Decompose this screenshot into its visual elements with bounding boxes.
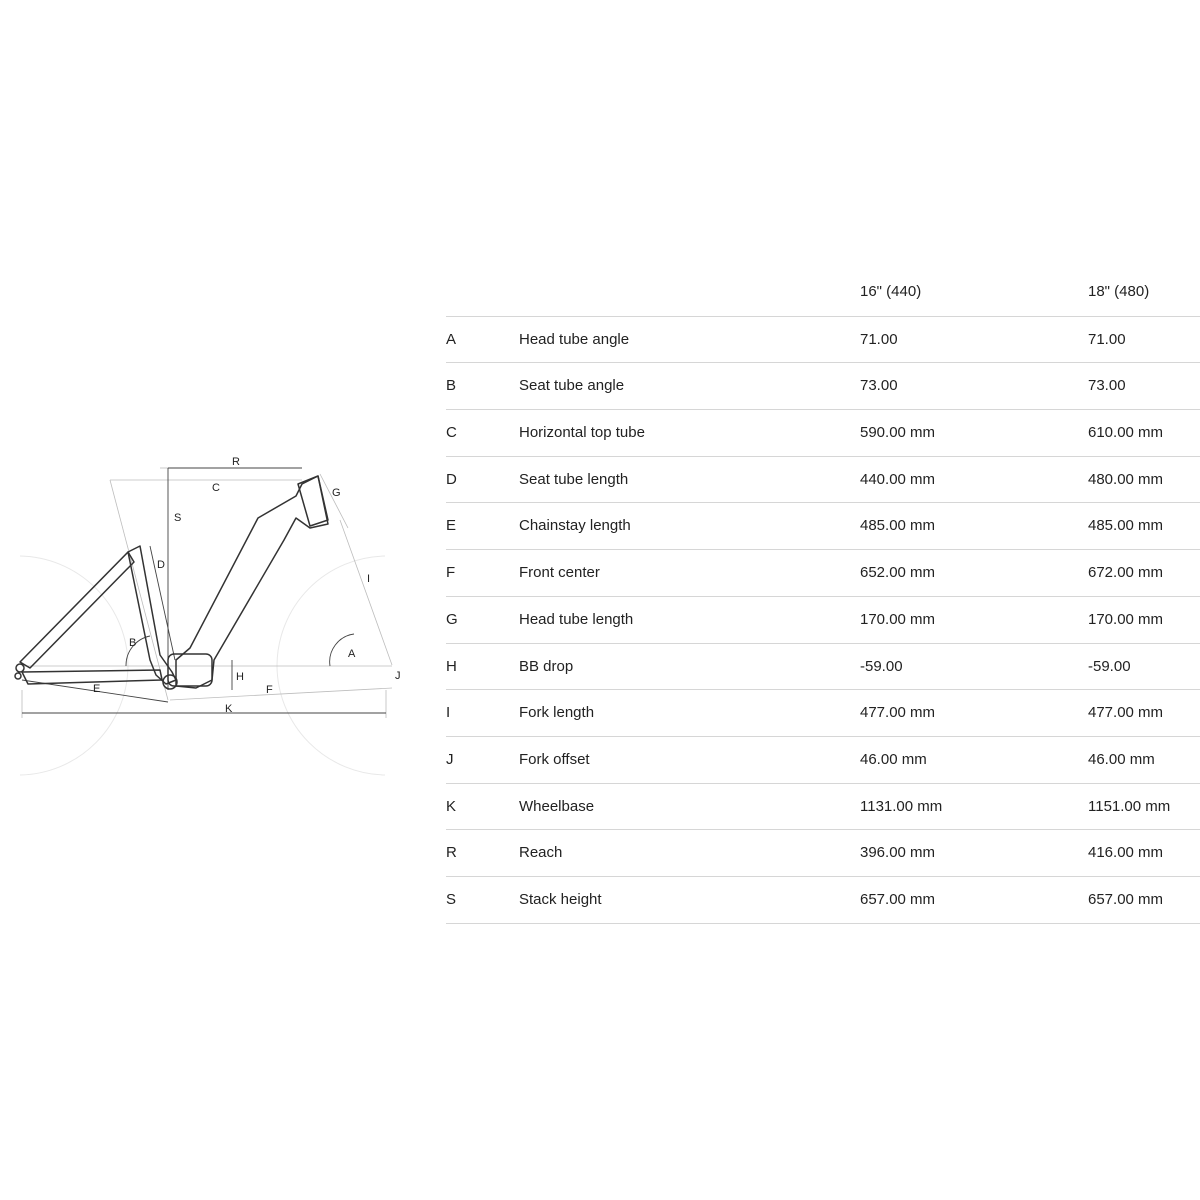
- front-center-line: [170, 688, 392, 700]
- row-letter: B: [446, 377, 457, 395]
- row-value-18: 477.00 mm: [1088, 704, 1164, 722]
- label-C: C: [212, 482, 220, 494]
- row-measurement-name: Seat tube length: [519, 470, 629, 488]
- row-letter: J: [446, 750, 454, 768]
- table-row: [446, 503, 1200, 550]
- table-row: [446, 597, 1200, 644]
- table-row: [446, 644, 1200, 691]
- row-value-16: -59.00: [860, 657, 903, 675]
- label-F: F: [266, 684, 273, 696]
- row-value-16: 71.00: [860, 330, 898, 348]
- fork-line: [340, 520, 392, 665]
- table-row: [446, 363, 1200, 410]
- frame-diagram-svg: [0, 440, 420, 800]
- row-letter: D: [446, 470, 457, 488]
- row-value-18: 73.00: [1088, 377, 1126, 395]
- row-value-18: 170.00 mm: [1088, 610, 1164, 628]
- row-value-18: -59.00: [1088, 657, 1131, 675]
- row-value-16: 477.00 mm: [860, 704, 936, 722]
- label-H: H: [236, 671, 244, 683]
- table-row: [446, 784, 1200, 831]
- row-letter: G: [446, 610, 458, 628]
- row-measurement-name: Chainstay length: [519, 517, 631, 535]
- row-value-16: 485.00 mm: [860, 517, 936, 535]
- row-measurement-name: Head tube angle: [519, 330, 630, 348]
- row-value-18: 46.00 mm: [1088, 750, 1155, 768]
- row-value-18: 416.00 mm: [1088, 844, 1164, 862]
- row-value-16: 73.00: [860, 377, 898, 395]
- label-J: J: [395, 670, 401, 682]
- row-value-18: 71.00: [1088, 330, 1126, 348]
- label-B: B: [129, 637, 137, 649]
- table-row: [446, 737, 1200, 784]
- table-row: [446, 317, 1200, 364]
- row-value-16: 652.00 mm: [860, 564, 936, 582]
- label-G: G: [332, 487, 341, 499]
- table-row: [446, 410, 1200, 457]
- row-value-16: 1131.00 mm: [860, 797, 943, 815]
- row-letter: H: [446, 657, 457, 675]
- row-measurement-name: Seat tube angle: [519, 377, 625, 395]
- row-value-16: 396.00 mm: [860, 844, 936, 862]
- chain-stay-outline: [22, 670, 162, 684]
- column-header-16: 16" (440): [860, 283, 922, 300]
- label-K: K: [225, 703, 233, 715]
- table-row: [446, 550, 1200, 597]
- row-measurement-name: Reach: [519, 844, 563, 862]
- row-letter: R: [446, 844, 457, 862]
- table-row: [446, 830, 1200, 877]
- row-letter: F: [446, 564, 456, 582]
- row-letter: S: [446, 890, 457, 908]
- row-value-18: 480.00 mm: [1088, 470, 1164, 488]
- rear-wheel-outline: [20, 556, 128, 775]
- row-value-16: 46.00 mm: [860, 750, 927, 768]
- row-letter: I: [446, 704, 451, 722]
- table-row: [446, 877, 1200, 924]
- row-value-16: 170.00 mm: [860, 610, 936, 628]
- label-I: I: [367, 573, 371, 585]
- row-value-18: 610.00 mm: [1088, 424, 1164, 442]
- table-row: [446, 457, 1200, 504]
- row-value-16: 440.00 mm: [860, 470, 936, 488]
- frame-geometry-diagram: [0, 440, 420, 800]
- row-measurement-name: Fork offset: [519, 750, 590, 768]
- label-S: S: [174, 512, 182, 524]
- row-measurement-name: Head tube length: [519, 610, 634, 628]
- label-R: R: [232, 456, 240, 468]
- row-measurement-name: Fork length: [519, 704, 595, 722]
- row-measurement-name: Front center: [519, 564, 600, 582]
- rear-dropout: [16, 664, 24, 672]
- row-value-16: 657.00 mm: [860, 890, 936, 908]
- row-letter: E: [446, 517, 457, 535]
- table-header-row: [446, 270, 1200, 317]
- seat-tube-outline: [128, 546, 176, 684]
- row-value-18: 485.00 mm: [1088, 517, 1164, 535]
- row-value-16: 590.00 mm: [860, 424, 936, 442]
- label-E: E: [93, 683, 101, 695]
- row-letter: C: [446, 424, 457, 442]
- seat-stay-outline: [20, 552, 137, 668]
- rear-dropout-bolt: [15, 673, 21, 679]
- geometry-table: [446, 270, 1200, 924]
- label-D: D: [157, 559, 165, 571]
- row-measurement-name: Stack height: [519, 890, 602, 908]
- front-wheel-outline: [277, 556, 385, 775]
- table-row: [446, 690, 1200, 737]
- row-measurement-name: Wheelbase: [519, 797, 595, 815]
- row-letter: K: [446, 797, 457, 815]
- label-A: A: [348, 648, 356, 660]
- row-letter: A: [446, 330, 457, 348]
- column-header-18: 18" (480): [1088, 283, 1150, 300]
- row-value-18: 657.00 mm: [1088, 890, 1164, 908]
- row-measurement-name: Horizontal top tube: [519, 424, 645, 442]
- row-value-18: 1151.00 mm: [1088, 797, 1171, 815]
- row-measurement-name: BB drop: [519, 657, 574, 675]
- row-value-18: 672.00 mm: [1088, 564, 1164, 582]
